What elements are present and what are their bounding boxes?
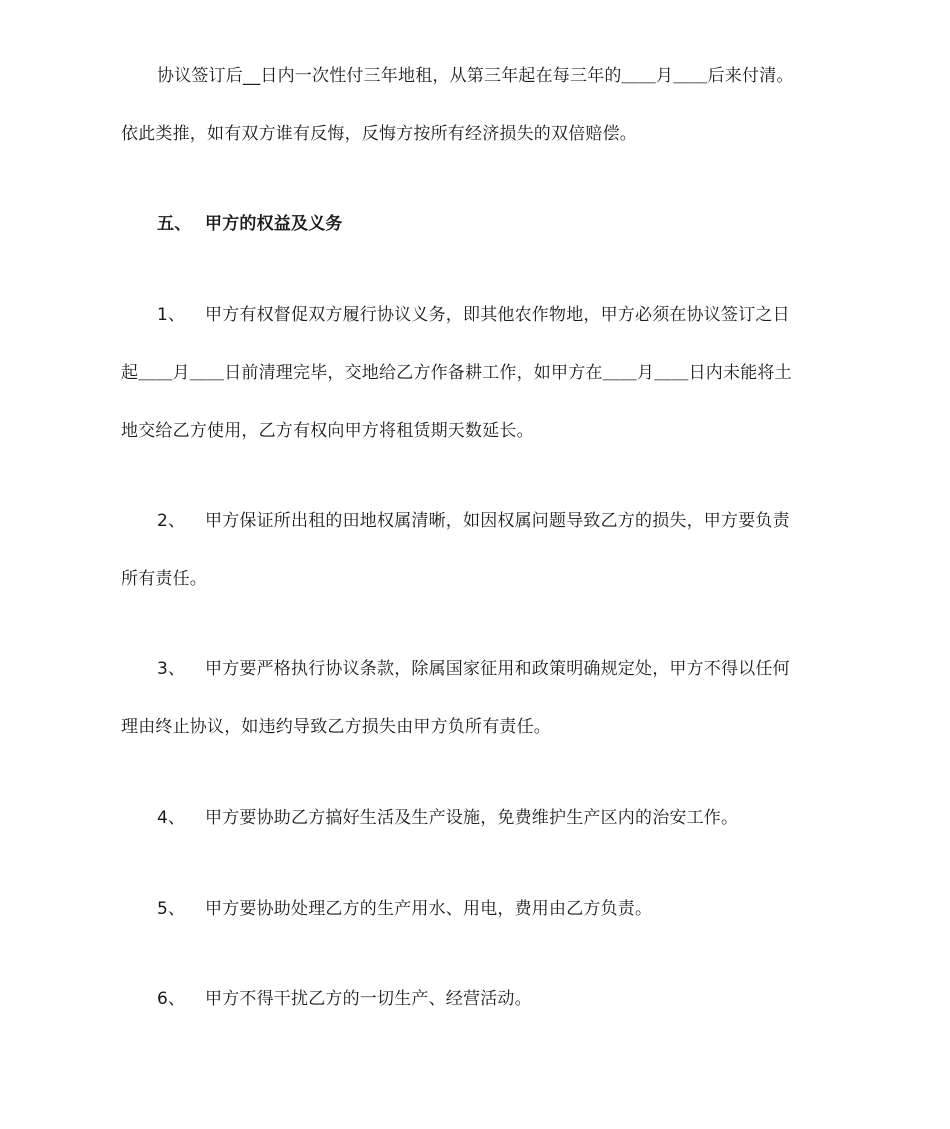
clause-1-line-3: 地交给乙方使用，乙方有权向甲方将租赁期天数延长。 <box>121 421 534 441</box>
clause-number: 5、 <box>157 899 186 919</box>
clause-1-line-2: 起＿＿月＿＿日前清理完毕，交地给乙方作备耕工作，如甲方在＿＿月＿＿日内未能将土 <box>121 363 792 383</box>
clause-text: 甲方要严格执行协议条款，除属国家征用和政策明确规定处，甲方不得以任何 <box>205 659 790 679</box>
clause-3-line-2: 理由终止协议，如违约导致乙方损失由甲方负所有责任。 <box>121 717 551 737</box>
clause-number: 6、 <box>157 989 186 1009</box>
clause-number: 1、 <box>157 305 186 325</box>
clause-5-line-1 <box>157 898 652 920</box>
section-number: 五、 <box>157 214 192 234</box>
clause-text: 甲方保证所出租的田地权属清晰，如因权属问题导致乙方的损失，甲方要负责 <box>205 511 790 531</box>
clause-text: 甲方不得干扰乙方的一切生产、经营活动。 <box>205 989 532 1009</box>
clause-2-line-1 <box>157 510 790 532</box>
clause-text: 甲方要协助乙方搞好生活及生产设施，免费维护生产区内的治安工作。 <box>205 808 739 828</box>
clause-2-line-2: 所有责任。 <box>121 569 207 589</box>
clause-number: 2、 <box>157 511 186 531</box>
intro-line-1: 协议签订后__日内一次性付三年地租，从第三年起在每三年的＿＿月＿＿后来付清。 <box>157 66 794 86</box>
intro-line-2: 依此类推，如有双方谁有反悔，反悔方按所有经济损失的双倍赔偿。 <box>121 124 637 144</box>
clause-text: 甲方有权督促双方履行协议义务，即其他农作物地，甲方必须在协议签订之日 <box>205 305 790 325</box>
section-heading <box>157 213 343 235</box>
clause-number: 3、 <box>157 659 186 679</box>
clause-3-line-1 <box>157 658 790 680</box>
clause-6-line-1 <box>157 988 532 1010</box>
section-title: 甲方的权益及义务 <box>205 214 343 234</box>
clause-4-line-1 <box>157 807 738 829</box>
clause-1-line-1 <box>157 304 790 326</box>
clause-number: 4、 <box>157 808 186 828</box>
clause-text: 甲方要协助处理乙方的生产用水、用电，费用由乙方负责。 <box>205 899 653 919</box>
